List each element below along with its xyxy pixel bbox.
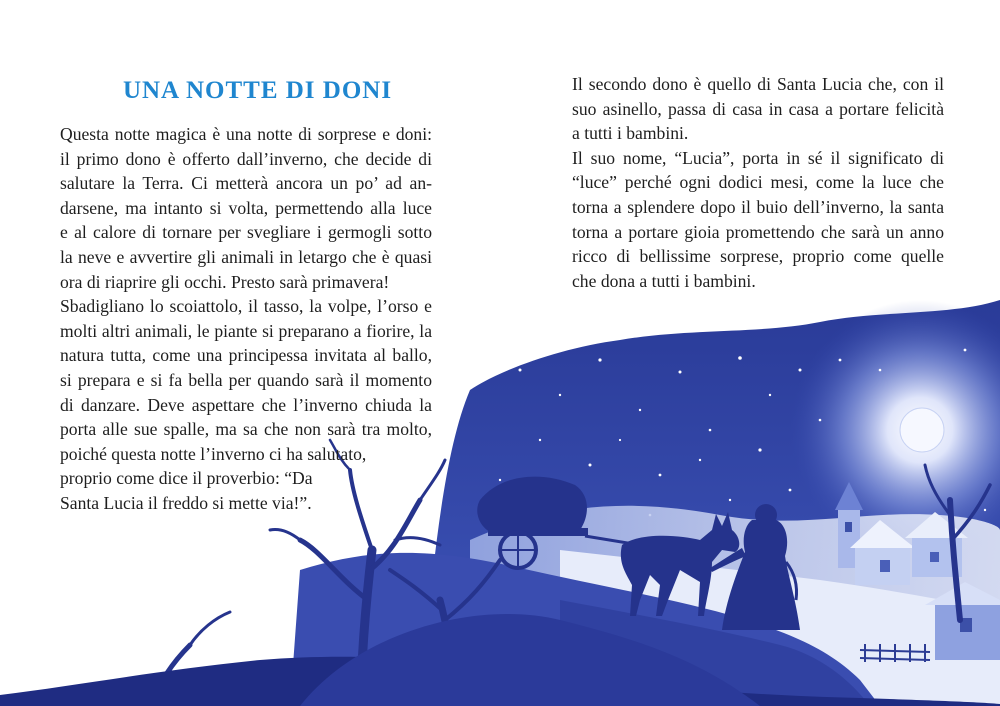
text-line: Sbadigliano lo scoiattolo, il tasso, la volpe, l’orso e [60,296,432,317]
text-line: Il secondo dono è quello di Santa Lucia che, con il [572,74,944,94]
text-line: natura tutta, come una principessa invitata al ballo, [60,345,432,366]
text-line: che dona a tutti i bambini. [572,270,756,291]
text-line: poiché questa notte l’inverno ci ha salutato, [60,443,367,464]
text-line: darsene, ma intanto si volta, permettendo alla luce [60,197,432,218]
text-line: Santa Lucia il freddo si mette via!”. [60,492,312,513]
text-line: torna a portare gioia promettendo che sarà un anno [572,221,944,242]
text-line: salutare la Terra. Ci metterà ancora un po’ ad an- [60,173,432,194]
text-line: ora di riaprire gli occhi. Presto sarà primavera! [60,271,390,292]
text-line: la neve e avvertire gli animali in letargo che è quasi [60,246,432,267]
text-line: il primo dono è offerto dall’inverno, che decide di [60,148,432,169]
left-column-text [60,122,432,516]
text-line: suo asinello, passa di casa in casa a portare felicità [572,98,944,119]
right-column-text [572,72,944,293]
text-line: proprio come dice il proverbio: “Da [60,468,313,489]
text-line: molti altri animali, le piante si preparano a fiorire, la [60,320,432,341]
text-line: di danzare. Deve aspettare che l’inverno chiuda la [60,394,432,415]
text-line: “luce” perché ogni dodici mesi, come la luce che [572,172,944,193]
text-line: Questa notte magica è una notte di sorprese e doni: [60,124,432,144]
text-line: a tutti i bambini. [572,123,689,144]
text-line: torna a splendere dopo il buio dell’inverno, la santa [572,196,944,217]
text-line: ricco di bellissime sorprese, proprio come quelle [572,246,944,267]
text-line: porta alle sue spalle, ma sa che non sarà tra molto, [60,419,432,440]
text-line: Il suo nome, “Lucia”, porta in sé il significato di [572,147,944,168]
text-line: si prepara e si fa bella per quando sarà il momento [60,369,432,390]
page-title: UNA NOTTE DI DONI [122,76,393,104]
text-line: e al calore di tornare per svegliare i germogli sotto [60,222,432,243]
